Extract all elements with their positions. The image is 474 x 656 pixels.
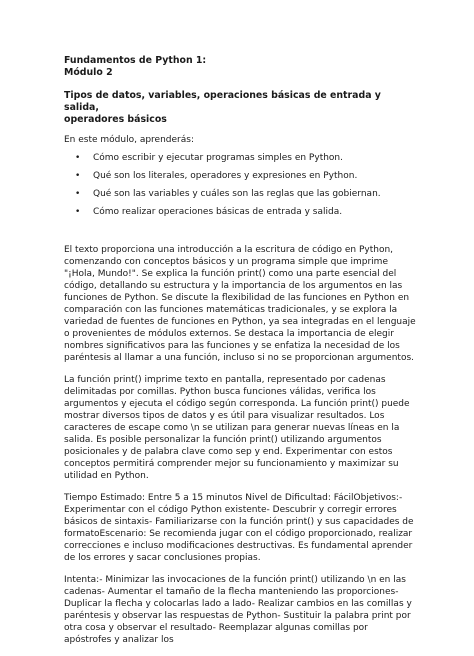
list-item-text: Qué son los literales, operadores y expresiones en Python. — [93, 171, 358, 181]
paragraph: La función print() imprime texto en pantalla, representado por cadenas delimitadas por comillas. Python busca funciones válidas, verifica los argumentos y ejecuta el código según corresponda. La función print() puede mostrar diversos tipos de datos y es útil para visualizar resultados. Los caracteres de escape como \n se utilizan para generar nuevas líneas en la salida. Es posible personalizar la función print() utilizando argumentos posicionales y de palabra clave como sep y end. Experimentar con estos conceptos permitirá comprender mejor su funcionamiento y maximizar su utilidad en Python. — [64, 375, 410, 481]
bullet-icon: • — [75, 153, 81, 163]
paragraph: Tiempo Estimado: Entre 5 a 15 minutos Nivel de Dificultad: FácilObjetivos:- Experimentar con el código Python existente- Descubrir y corregir errores básicos de sintaxis- Familiarizarse con la función print() y sus capacidades de formatoEscenario: Se recomienda jugar con el código proporcionado, realizar correcciones e incluso modificaciones destructivas. Es fundamental aprender de los errores y sacar conclusiones propias. — [64, 493, 414, 563]
list-item — [64, 206, 416, 218]
paragraph: El texto proporciona una introducción a la escritura de código en Python, comenzando con conceptos básicos y un programa simple que imprime "¡Hola, Mundo!". Se explica la función print() como una parte esencial del código, detallando su estructura y la importancia de los argumentos en las funciones de Python. Se discute la flexibilidad de las funciones en Python en comparación con las funciones matemáticas tradicionales, y se explora la variedad de fuentes de funciones en Python, ya sea integradas en el lenguaje o provenientes de módulos externos. Se destaca la importancia de elegir nombres significativos para las funciones y se enfatiza la necesidad de los paréntesis al llamar a una función, incluso si no se proporcionan argumentos. — [64, 245, 416, 363]
intro-text: En este módulo, aprenderás: — [64, 135, 194, 145]
body-text — [64, 244, 416, 646]
document-title — [64, 55, 416, 79]
subtitle-line-1: Tipos de datos, variables, operaciones básicas de entrada y salida, — [64, 90, 381, 113]
document-page — [64, 55, 416, 656]
list-item-text: Cómo realizar operaciones básicas de entrada y salida. — [93, 207, 343, 217]
bullet-icon: • — [75, 189, 81, 199]
list-item — [64, 152, 416, 164]
bullet-icon: • — [75, 171, 81, 181]
bullet-icon: • — [75, 207, 81, 217]
list-item-text: Qué son las variables y cuáles son las reglas que las gobiernan. — [93, 189, 381, 199]
list-item-text: Cómo escribir y ejecutar programas simples en Python. — [93, 153, 343, 163]
subtitle-line-2: operadores básicos — [64, 114, 167, 125]
title-line-1: Fundamentos de Python 1: — [64, 55, 207, 66]
document-subtitle — [64, 90, 416, 126]
list-item — [64, 188, 416, 200]
list-item — [64, 170, 416, 182]
learning-objectives-list — [64, 152, 416, 218]
title-line-2: Módulo 2 — [64, 67, 113, 78]
paragraph: Intenta:- Minimizar las invocaciones de la función print() utilizando \n en las cadenas- Aumentar el tamaño de la flecha manteniendo las proporciones- Duplicar la flecha y colocarlas lado a lado- Realizar cambios en las comillas y paréntesis y observar las respuestas de Python- Sustituir la palabra print por otra cosa y observar el resultado- Reemplazar algunas comillas por apóstrofes y analizar los — [64, 575, 412, 645]
